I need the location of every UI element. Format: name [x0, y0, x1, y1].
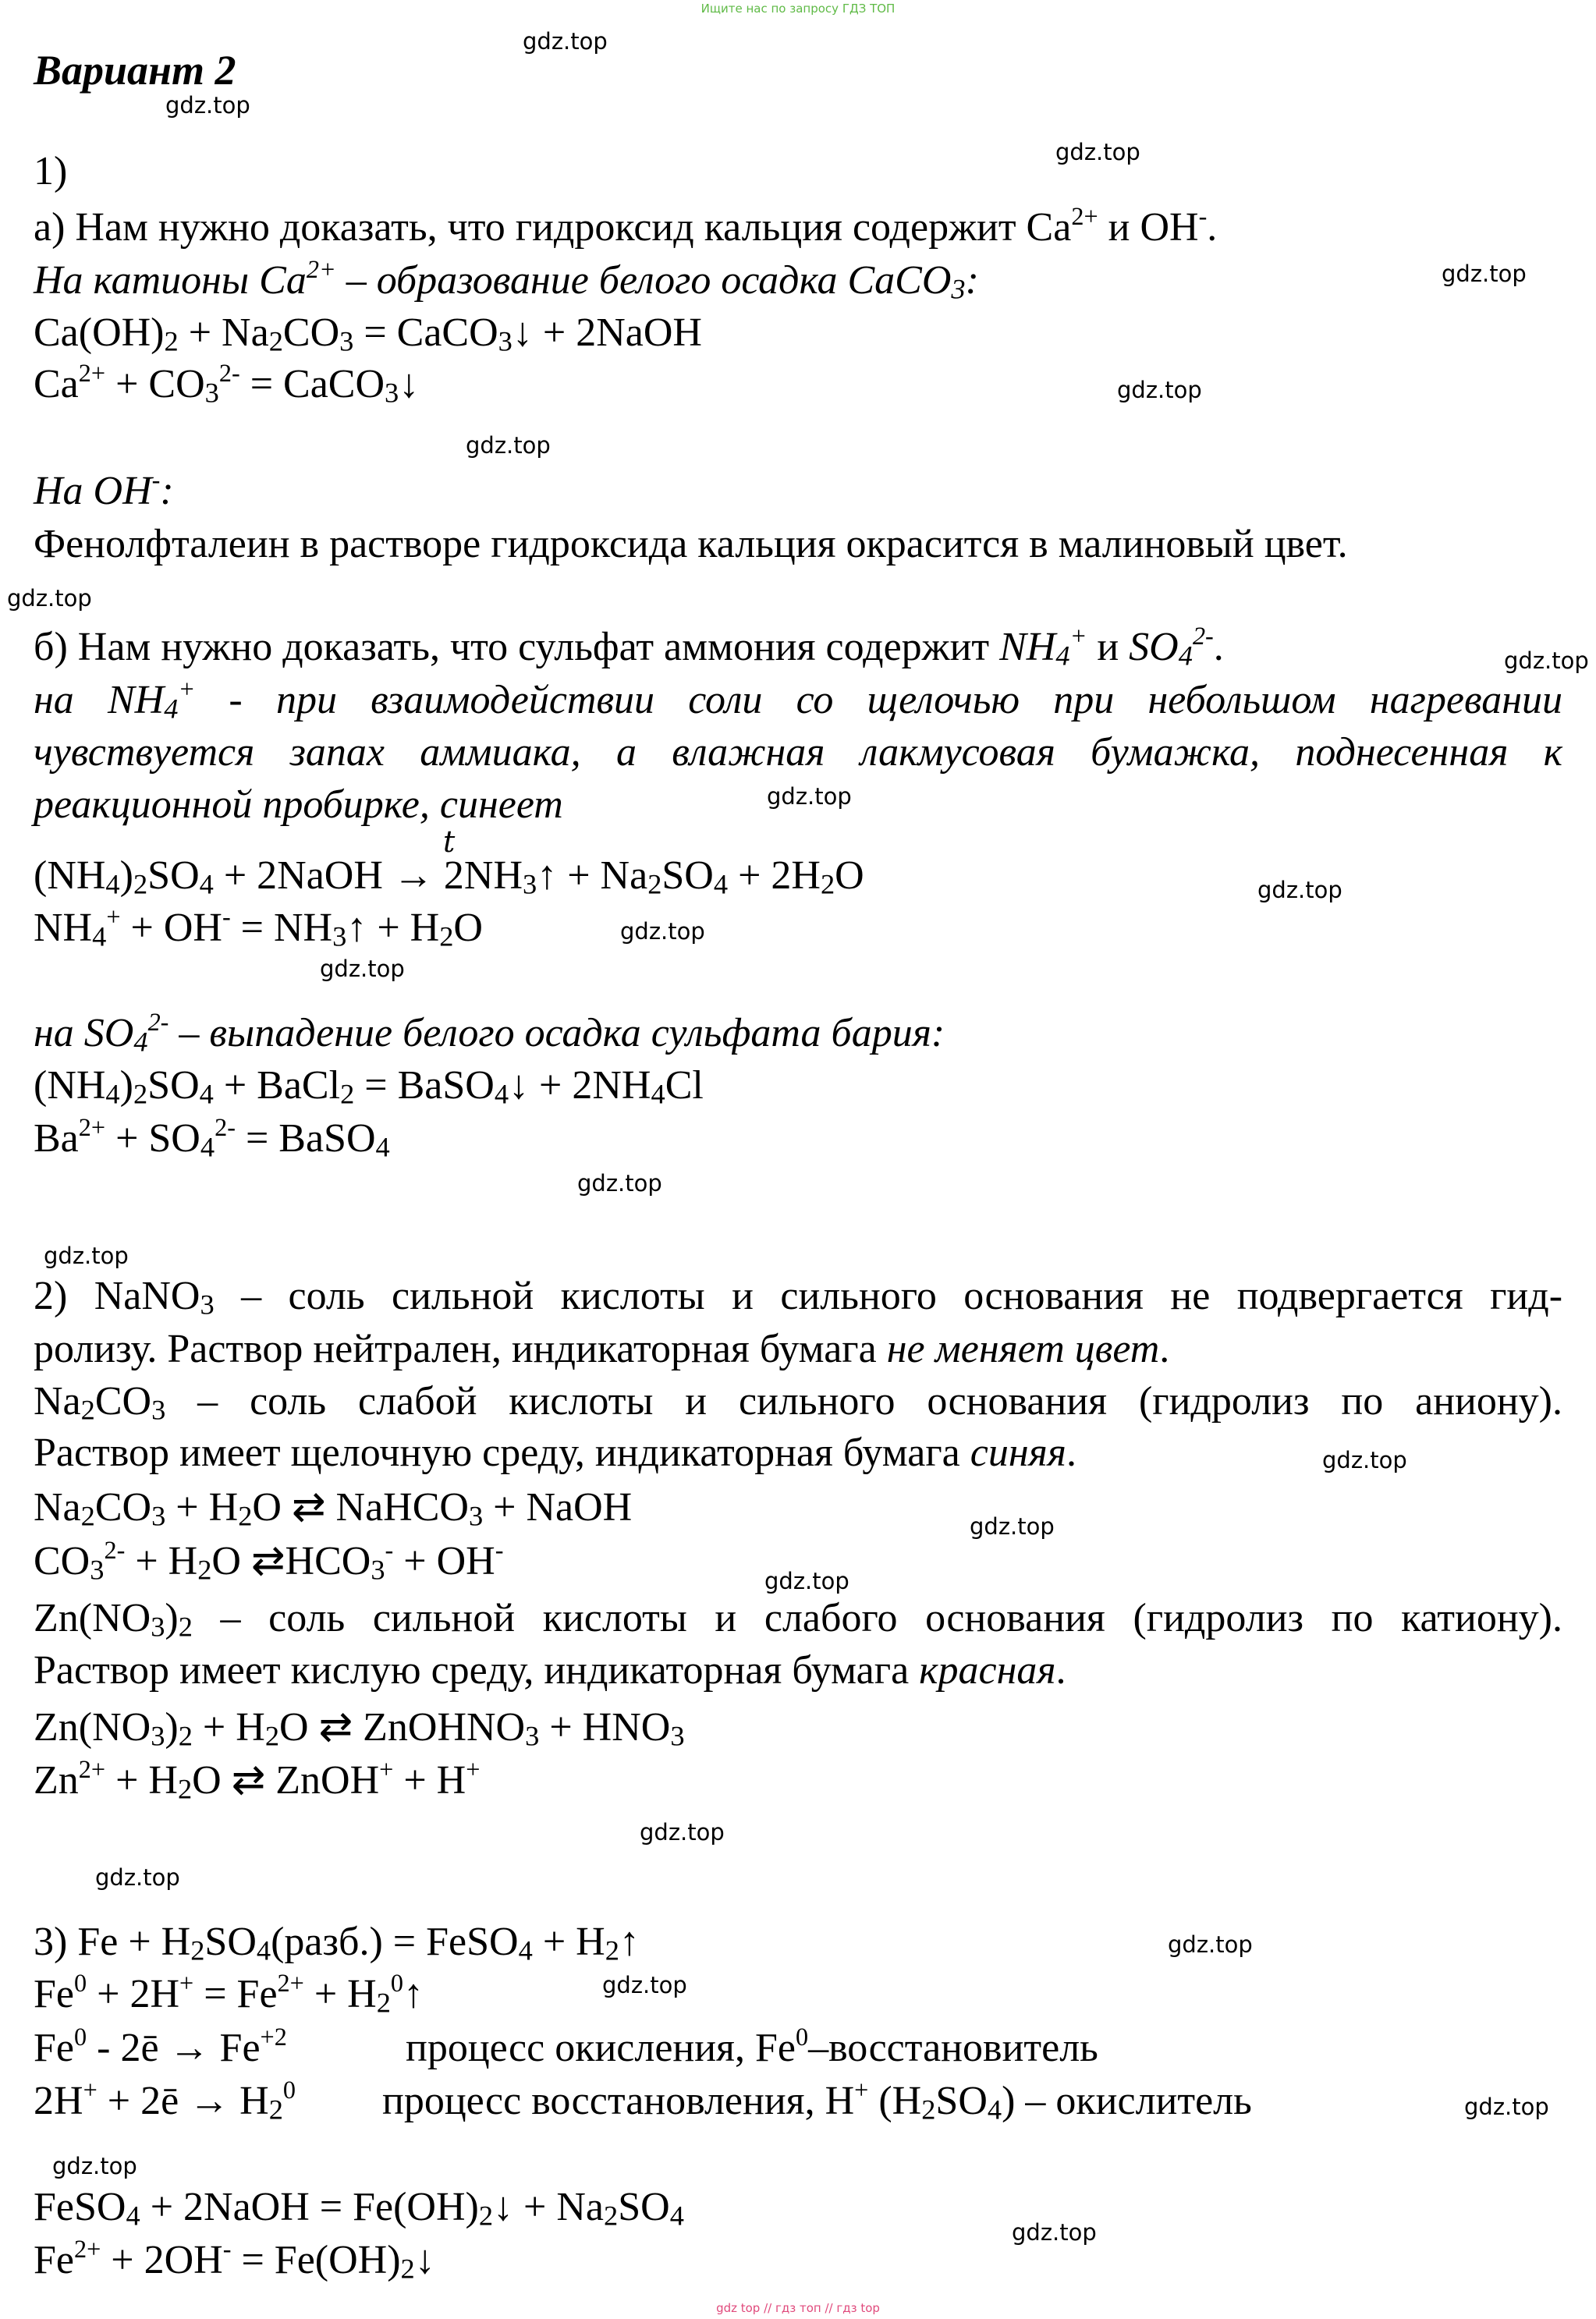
reduction-label: процесс восстановления, H+ $(H_2SO_4)$ – окислитель: [382, 2076, 1252, 2126]
watermark: gdz.top: [1504, 647, 1589, 674]
watermark: gdz.top: [523, 28, 608, 55]
heating-mark: t: [443, 824, 456, 859]
watermark: gdz.top: [44, 1243, 129, 1269]
task2-line8: Раствор имеет кислую среду, индикаторная бумага красная.: [34, 1648, 1066, 1693]
equation: $Ba^{2+} + SO_4^{2-}$ = BaSO$_4$: [34, 1113, 390, 1163]
watermark: gdz.top: [970, 1513, 1055, 1540]
watermark: gdz.top: [1442, 261, 1527, 287]
equation: 3) $Fe + H_2SO_4(разб.)$ = FeSO$_4$ + $H_2↑$: [34, 1920, 640, 1966]
task1-a-oh-test: На OH-:: [34, 466, 174, 513]
task1-a-intro: а) Нам нужно доказать, что гидроксид кальция содержит $Ca^{2+}$ и OH-.: [34, 202, 1218, 250]
task1-b-nh4-test-line3: реакционной пробирке, синеет: [34, 782, 563, 827]
task2-line7: $Zn(NO_3)_2$ – соль сильной кислоты и слабого основания (гидролиз по катиону).: [34, 1596, 1562, 1643]
watermark: gdz.top: [1464, 2094, 1549, 2120]
watermark: gdz.top: [320, 956, 405, 982]
task1-b-nh4-test: на $NH_4^+$ - при взаимодействии соли со щелочью при небольшом нагревании: [34, 675, 1562, 725]
equation: $(NH_4)_2SO_4$ + BaCl$_2$ = BaSO$_4$↓ + $2NH_4Cl$: [34, 1063, 704, 1110]
equation: $CO_3^{2-} + H_2O$ $⇄HCO_3^- + OH^-$: [34, 1536, 504, 1586]
watermark: gdz.top: [577, 1170, 662, 1197]
reduction-half-reaction: 2H+ + 2ē → $H_2^0$: [34, 2076, 296, 2126]
equation: $Ca(OH)_2 + Na_2CO_3$ = CaCO$_3$↓ + 2NaOH: [34, 310, 702, 357]
task2-line4: Раствор имеет щелочную среду, индикаторная бумага синяя.: [34, 1431, 1076, 1475]
task2-line2: ролизу. Раствор нейтрален, индикаторная бумага не меняет цвет.: [34, 1327, 1170, 1371]
equation: $Ca^{2+} + CO_3^{2-}$ = CaCO$_3$↓: [34, 359, 420, 409]
task1-number: 1): [34, 149, 68, 193]
watermark: gdz.top: [1117, 377, 1202, 403]
oxidation-half-reaction: Fe$^0$ - 2ē → $Fe^{+2}$: [34, 2023, 287, 2070]
task1-b-nh4-test-line2: чувствуется запах аммиака, а влажная лакмусовая бумажка, поднесенная к: [34, 730, 1562, 775]
equation: $Na_2CO_3 + H_2O$ ⇄ NaHCO$_3$ + NaOH: [34, 1485, 633, 1532]
task2-line3: $Na_2CO_3$ – соль слабой кислоты и сильного основания (гидролиз по аниону).: [34, 1379, 1562, 1426]
task2-line1: 2) NaNO$_3$ – соль сильной кислоты и сильного основания не подвергается гид-: [34, 1274, 1563, 1321]
top-banner[interactable]: Ищите нас по запросу ГДЗ ТОП: [700, 2, 896, 16]
equation: $NH_4^+ + OH^-$ = $NH_3↑ + H_2O$: [34, 902, 483, 952]
equation: $(NH_4)_2SO_4$ + 2NaOH → $2NH_3↑ + Na_2SO_4 + 2H_2O$: [34, 853, 864, 900]
watermark: gdz.top: [602, 1972, 687, 1998]
equation: $Fe^0 + 2H^+ = Fe^{2+}$ + $H_2^0↑$: [34, 1969, 424, 2019]
watermark: gdz.top: [1012, 2219, 1097, 2246]
task1-b-so4-test: на $SO_4^{2-}$ – выпадение белого осадка сульфата бария:: [34, 1008, 945, 1058]
watermark: gdz.top: [1322, 1447, 1407, 1473]
watermark: gdz.top: [640, 1819, 725, 1846]
task1-a-phenol: Фенолфталеин в растворе гидроксида кальция окрасится в малиновый цвет.: [34, 522, 1348, 566]
equation: FeSO$_4$ + 2NaOH = $Fe(OH)_2↓ + Na_2SO_4$: [34, 2185, 684, 2232]
watermark: gdz.top: [1257, 877, 1342, 903]
equation: $Fe^{2+} + 2OH^-$ = $Fe(OH)_2↓$: [34, 2235, 435, 2285]
watermark: gdz.top: [466, 432, 551, 459]
watermark: gdz.top: [620, 918, 705, 945]
watermark: gdz.top: [1055, 139, 1140, 165]
equation: $Zn(NO_3)_2 + H_2O$ ⇄ ZnOHNO$_3$ + $HNO_3$: [34, 1705, 685, 1752]
watermark: gdz.top: [1168, 1931, 1253, 1958]
watermark: gdz.top: [165, 92, 250, 119]
watermark: gdz.top: [95, 1864, 180, 1891]
page-title: Вариант 2: [34, 47, 236, 94]
watermark: gdz.top: [764, 1568, 849, 1594]
watermark: gdz.top: [767, 783, 852, 810]
watermark: gdz.top: [7, 585, 92, 612]
watermark: gdz.top: [52, 2153, 137, 2179]
task1-b-intro: б) Нам нужно доказать, что сульфат аммония содержит $NH_4^+$ и $SO_4^{2-}$.: [34, 622, 1224, 672]
bottom-banner[interactable]: gdz top // гдз топ // гдз top: [716, 2301, 880, 2315]
oxidation-label: процесс окисления, Fe$^0$–восстановитель: [406, 2023, 1098, 2070]
equation: $Zn^{2+} + H_2O$ ⇄ ZnOH+ + H+: [34, 1755, 481, 1805]
task1-a-cation-test: На катионы $Ca^{2+}$ – образование белого осадка CaCO$_3$:: [34, 255, 979, 305]
